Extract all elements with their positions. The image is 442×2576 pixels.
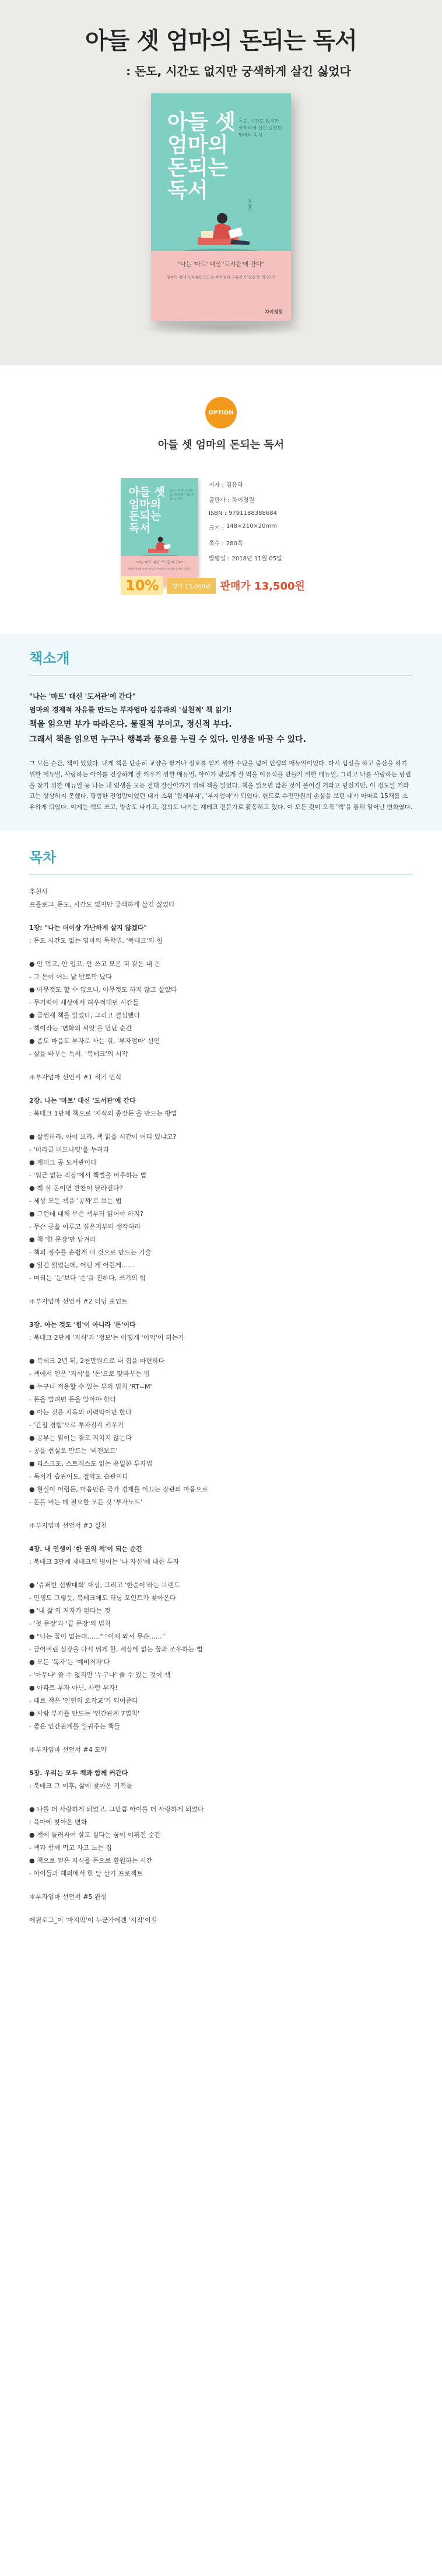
toc-spacer xyxy=(29,1733,413,1744)
toc-item: ＊부자엄마 선언서 #5 완성 xyxy=(29,1893,107,1901)
cover-tagline-small: "나는 '마트' 대신 '도서관'에 간다" xyxy=(135,561,184,564)
toc-item: - 독서가 습관이도, 절약도 습관이다 xyxy=(29,1473,129,1481)
toc-spacer xyxy=(29,1285,413,1295)
toc-item: - 공을 현실로 만드는 '비전보드' xyxy=(29,1447,118,1455)
spec-publisher: 출판사 : 차이정원 xyxy=(209,497,255,504)
intro-highlights xyxy=(29,690,413,748)
cover-art-small xyxy=(121,478,198,586)
spec-isbn: ISBN : 9791188388684 xyxy=(209,510,277,517)
intro-line: 그래서 책을 읽으면 누구나 행복과 풍요를 누릴 수 있다. 인생을 바꿀 수 있다. xyxy=(29,735,306,745)
toc-item: ＊부자엄마 선언서 #4 도약 xyxy=(29,1746,107,1754)
toc-spacer xyxy=(29,1568,413,1579)
toc-item: ● 살림하라, 아이 보라, 책 읽을 시간이 어디 있냐고? xyxy=(29,1133,177,1141)
toc-item: ● 리스크도, 스트레스도 없는 유일한 투자법 xyxy=(29,1460,153,1468)
cover-title: 아들 셋 엄마의 돈되는 독서 xyxy=(167,110,236,203)
toc-item: ＊부자엄마 선언서 #1 위기 인식 xyxy=(29,1073,122,1082)
toc-item: 4장. 내 인생이 '한 권의 책'이 되는 순간 xyxy=(29,1545,143,1553)
cover-author: 김유라 xyxy=(247,198,252,212)
list-price: 정가 15,000원 xyxy=(167,578,215,594)
intro-quote: "나는 '마트' 대신 '도서관'에 간다" xyxy=(29,692,136,700)
cover-tagline: "나는 '마트' 대신 '도서관'에 간다" xyxy=(177,262,265,268)
toc-item: : 북테크 2단계 '지식'과 '정보'는 어떻게 '이익'이 되는가 xyxy=(29,1334,184,1342)
toc-item: : 북테크 1단계 책으로 '지식의 종잣돈'을 만드는 방법 xyxy=(29,1110,177,1118)
spec-author: 저자 : 김유라 xyxy=(209,482,243,489)
toc-item: - '간접 경험'으로 투자감각 키우기 xyxy=(29,1421,124,1430)
toc-item: ● 재테크 공 도서관이다 xyxy=(29,1159,97,1167)
toc-item: ● 아는 것은 지옥의 피력막이만 한다 xyxy=(29,1409,132,1417)
spec-publish-date: 발행일 : 2018년 11월 05일 xyxy=(209,556,282,562)
hero-book-cover xyxy=(151,93,291,321)
toc-spacer xyxy=(29,1880,413,1891)
toc-item: ● 누구나 적용할 수 있는 부의 법칙 'RT=M' xyxy=(29,1383,152,1391)
spec-size: 크기 : 148×210×20mm xyxy=(209,523,278,532)
toc-item: ● 공부는 일이는 결코 지치지 않는다 xyxy=(29,1434,132,1442)
toc-item: - 좋은 인간관계를 일궈주는 책들 xyxy=(29,1723,121,1731)
toc-spacer xyxy=(29,1344,413,1355)
toc-item: ● 글썬새 책을 읽었다, 그리고 결심했다 xyxy=(29,1012,140,1020)
toc-spacer xyxy=(29,1532,413,1543)
toc-item: - 인생도 그렇듯, 북테크에도 터닝 포인트가 찾아온다 xyxy=(29,1594,176,1602)
toc-item: - 무슨 공을 이루고 싶은지부터 생각하라 xyxy=(29,1223,141,1231)
toc-item: ● 사람 부자를 만드는 '인간관계 7법칙' xyxy=(29,1710,139,1718)
toc-item: - 책의 정수를 손쉽게 내 것으로 만드는 기술 xyxy=(29,1249,152,1257)
toc-item: 5장. 우리는 모두 책과 함께 커간다 xyxy=(29,1769,128,1777)
toc-item: - '미라클 미드나잇'을 누려라 xyxy=(29,1146,110,1154)
reading-woman-illustration-small xyxy=(134,529,186,559)
toc-item: ● 북테크 2년 뒤, 2천만원으로 내 집을 마련하다 xyxy=(29,1357,165,1365)
toc-item: ＊부자엄마 선언서 #3 실천 xyxy=(29,1522,107,1530)
option-badge: OPTION xyxy=(205,397,237,428)
toc-item: ● 아무것도 할 수 없으니, 아무것도 하지 않고 살았다 xyxy=(29,986,177,994)
toc-item: ● 읽긴 읽었는데, 어떤 게 어렵게…… xyxy=(29,1261,135,1270)
price-row xyxy=(121,576,305,595)
toc-item: ● 좀도 마음도 부자로 사는 길, '부자엄마' 선언 xyxy=(29,1037,160,1045)
toc-item: 1장: "나는 더이상 가난하게 살지 않겠다" xyxy=(29,924,148,932)
hero-subtitle: : 돈도, 시간도 없지만 궁색하게 살긴 싫었다 xyxy=(126,64,351,78)
toc-item: ● "나는 꿈이 없는데……" "이제 와서 무슨……" xyxy=(29,1633,165,1641)
hero-title: 아들 셋 엄마의 돈되는 독서 xyxy=(85,27,357,54)
cover-blurb-small: 돈도, 시간도 없지만 궁색하게 살긴 싫었던 엄마의 독서 xyxy=(170,490,194,501)
cover-publisher: 차이정원 xyxy=(265,309,283,315)
toc-section xyxy=(0,831,442,1950)
toc-item: ● 책으로 얻은 지식을 돈으로 환원하는 시간 xyxy=(29,1857,153,1865)
reading-woman-illustration xyxy=(174,198,268,257)
toc-item: - 무기력이 세상에서 허우적대던 시간들 xyxy=(29,999,139,1007)
option-title: 아들 셋 엄마의 돈되는 독서 xyxy=(157,439,285,451)
toc-item: - 머리는 '눈'보다 '손'을 진하다, 쓰기의 힘 xyxy=(29,1274,146,1282)
detail-book-cover xyxy=(121,478,198,586)
toc-item: 추천사 xyxy=(29,888,48,896)
discount-percent: 10% xyxy=(121,576,163,595)
toc-heading: 목차 xyxy=(29,846,413,875)
toc-item: : 북테크 그 이후, 삶에 찾아온 기적들 xyxy=(29,1782,132,1790)
toc-item: - 돈을 버는 데 필요한 모든 것 '부자노트' xyxy=(29,1498,142,1507)
cover-title-small: 아들 셋 엄마의 돈되는 독서 xyxy=(129,486,165,535)
toc-item: - 그 돈이 어느 날 반토막 났다 xyxy=(29,973,112,981)
toc-item: ● 책 살 돈이면 반찬이 달라진다? xyxy=(29,1184,123,1193)
toc-item: 3장. 아는 것도 '힘'이 아니라 '돈'이다 xyxy=(29,1321,136,1329)
toc-item: - 아이들과 해외에서 한 달 살기 프로젝트 xyxy=(29,1870,143,1878)
toc-item: - '아무나' 쓸 수 없지만 '누구나' 쓸 수 있는 것이 책 xyxy=(29,1671,171,1679)
toc-item: ● 책 '한 문장'만 남겨라 xyxy=(29,1236,96,1244)
toc-item: ● 나를 더 사랑하게 되었고, 그만큼 아이를 더 사랑하게 되었다 xyxy=(29,1805,204,1814)
toc-spacer xyxy=(29,1793,413,1803)
intro-line: 엄마의 경제적 자유를 만드는 부자엄마 김유라의 '실천적' 책 읽기! xyxy=(29,705,232,714)
toc-spacer xyxy=(29,1061,413,1071)
toc-spacer xyxy=(29,1509,413,1519)
toc-item: ● '내 삶'의 저자가 된다는 것 xyxy=(29,1607,111,1615)
toc-spacer xyxy=(29,1084,413,1094)
cover-description-small: 엄마의 경제적 자유를 만드는 부자엄마 김유라의 '실천적' 책 읽기! xyxy=(128,567,191,570)
toc-item: 2장. 나는 '마트' 대신 '도서관'에 간다 xyxy=(29,1097,136,1105)
toc-spacer xyxy=(29,1308,413,1319)
sale-price: 판매가 13,500원 xyxy=(220,580,305,592)
toc-item: - 금어버린 심장을 다시 뛰게 할, 세상에 없는 꿈과 조우하는 법 xyxy=(29,1646,203,1654)
cover-description: 엄마의 경제적 자유를 만드는 부자엄마 김유라의 '실천적' 책 읽기! xyxy=(167,275,275,280)
toc-item: - 때로 책은 '인연의 오작교'가 되어준다 xyxy=(29,1697,138,1705)
toc-item: 프롤로그_돈도, 시간도 없지만 궁색하게 살긴 싫었다 xyxy=(29,901,175,909)
toc-item: ● 아파트 부자 아닌, 사람 부자! xyxy=(29,1684,118,1692)
toc-item: - 책과 함께 먹고 자고 노는 집 xyxy=(29,1844,112,1852)
toc-spacer xyxy=(29,1904,413,1914)
book-shadow xyxy=(139,320,308,336)
toc-item: - 돈을 벌려면 돈을 알아야 한다 xyxy=(29,1396,116,1404)
toc-item: 에필로그_이 '마지막'이 누군가에겐 '시작'이길 xyxy=(29,1916,157,1925)
toc-item: ＊부자엄마 선언서 #2 터닝 포인트 xyxy=(29,1298,128,1306)
intro-heading: 책소개 xyxy=(29,647,413,676)
option-section xyxy=(0,365,442,599)
toc-item: ● 그런데 대체 무슨 책부터 읽어야 하지? xyxy=(29,1210,143,1218)
cover-pink-band xyxy=(151,251,291,321)
toc-item: ● 책에 둘러싸여 살고 싶다는 꿈이 이뤄진 순간 xyxy=(29,1831,161,1839)
toc-item: ● '슈퍼반 선발대회' 대상, 그리고 '한순이'라는 브랜드 xyxy=(29,1581,180,1589)
cover-art xyxy=(151,93,291,321)
toc-item: ● 현실이 어렵돈, 마음만은 국가 경제를 이끄는 장관의 마음으로 xyxy=(29,1486,208,1494)
toc-item: - '워근 없는 직장'에서 책벌을 버주하는 법 xyxy=(29,1172,147,1180)
book-intro-section xyxy=(0,634,442,831)
book-specs xyxy=(209,480,282,569)
toc-item: - 책에서 얻은 '지식'을 '돈'으로 맞바꾸는 법 xyxy=(29,1370,150,1378)
hero-banner xyxy=(0,0,442,365)
toc-item: : 돈도 시간도 없는 엄마의 독학법, '북테크'의 힘 xyxy=(29,937,163,945)
spec-pages: 쪽수 : 280쪽 xyxy=(209,541,243,547)
toc-item: - 세상 모든 책을 '공짜'로 보는 법 xyxy=(29,1197,122,1205)
cover-blurb: 돈도, 시간도 없지만 궁색하게 살긴 싫었던 엄마의 독서 xyxy=(238,118,282,138)
toc-item: ● 안 먹고, 안 입고, 안 쓰고 모은 피 같은 내 돈 xyxy=(29,960,161,968)
toc-item: : 육아에 찾아온 변화 xyxy=(29,1818,87,1826)
toc-item: - 살을 바꾸는 독서, '북테크'의 시작 xyxy=(29,1050,128,1058)
toc-item: - 책이라는 '변화의 씨앗'을 만난 순간 xyxy=(29,1024,132,1033)
toc-item: ● 모든 '독자'는 '예비저자'다 xyxy=(29,1658,110,1667)
toc-list xyxy=(29,886,413,1927)
toc-item: - '첫 문장'과 '끝 문장'의 법칙 xyxy=(29,1620,111,1628)
toc-spacer xyxy=(29,947,413,958)
toc-spacer xyxy=(29,911,413,922)
toc-spacer xyxy=(29,1120,413,1131)
toc-item: : 북테크 3단계 재테크의 병이는 '나 자신'에 대한 투자 xyxy=(29,1558,180,1566)
intro-body: 그 모든 순간, 책이 있었다. 내게 책은 단순히 교양을 쌓거나 정보를 얻기 위한 수단을 넘어 인생의 매뉴얼이었다. 다시 임신을 하고 출산을 하기 위한 매뉴얼, 사랑하는 아이를 건강하게 잘 키우기 위한 매뉴얼, 아이가 맞있게 잘 먹을 이유식을 만들기 위한 매뉴얼, 그리고 나를 사랑하는 방법을 찾기 위한 매뉴얼 등 나는 내 인생을 모든 절대 잘살아가기 위해 책을 읽었다. 책을 읽으면 많은 것이 풀어질 거라고 믿었지만, 이 정도일 거라고는 상상하지 못했다. 평범한 전업맘이었던 내가 소위 '월세부자', '부자엄마'가 되었다. 헌드로 수전만원의 손실을 보던 내가 아파트 15채를 소유하게 되었다. 이제는 책도 쓰고, 방송도 나가고, 강의도 나가는 재테크 전문가로 활동하고 있다. 이 모든 것이 오직 '책'을 통해 일어난 변화였다. xyxy=(29,759,413,811)
intro-line: 책을 읽으면 부가 따라온다. 물질적 부이고, 정신적 부다. xyxy=(29,719,232,729)
toc-spacer xyxy=(29,1756,413,1767)
